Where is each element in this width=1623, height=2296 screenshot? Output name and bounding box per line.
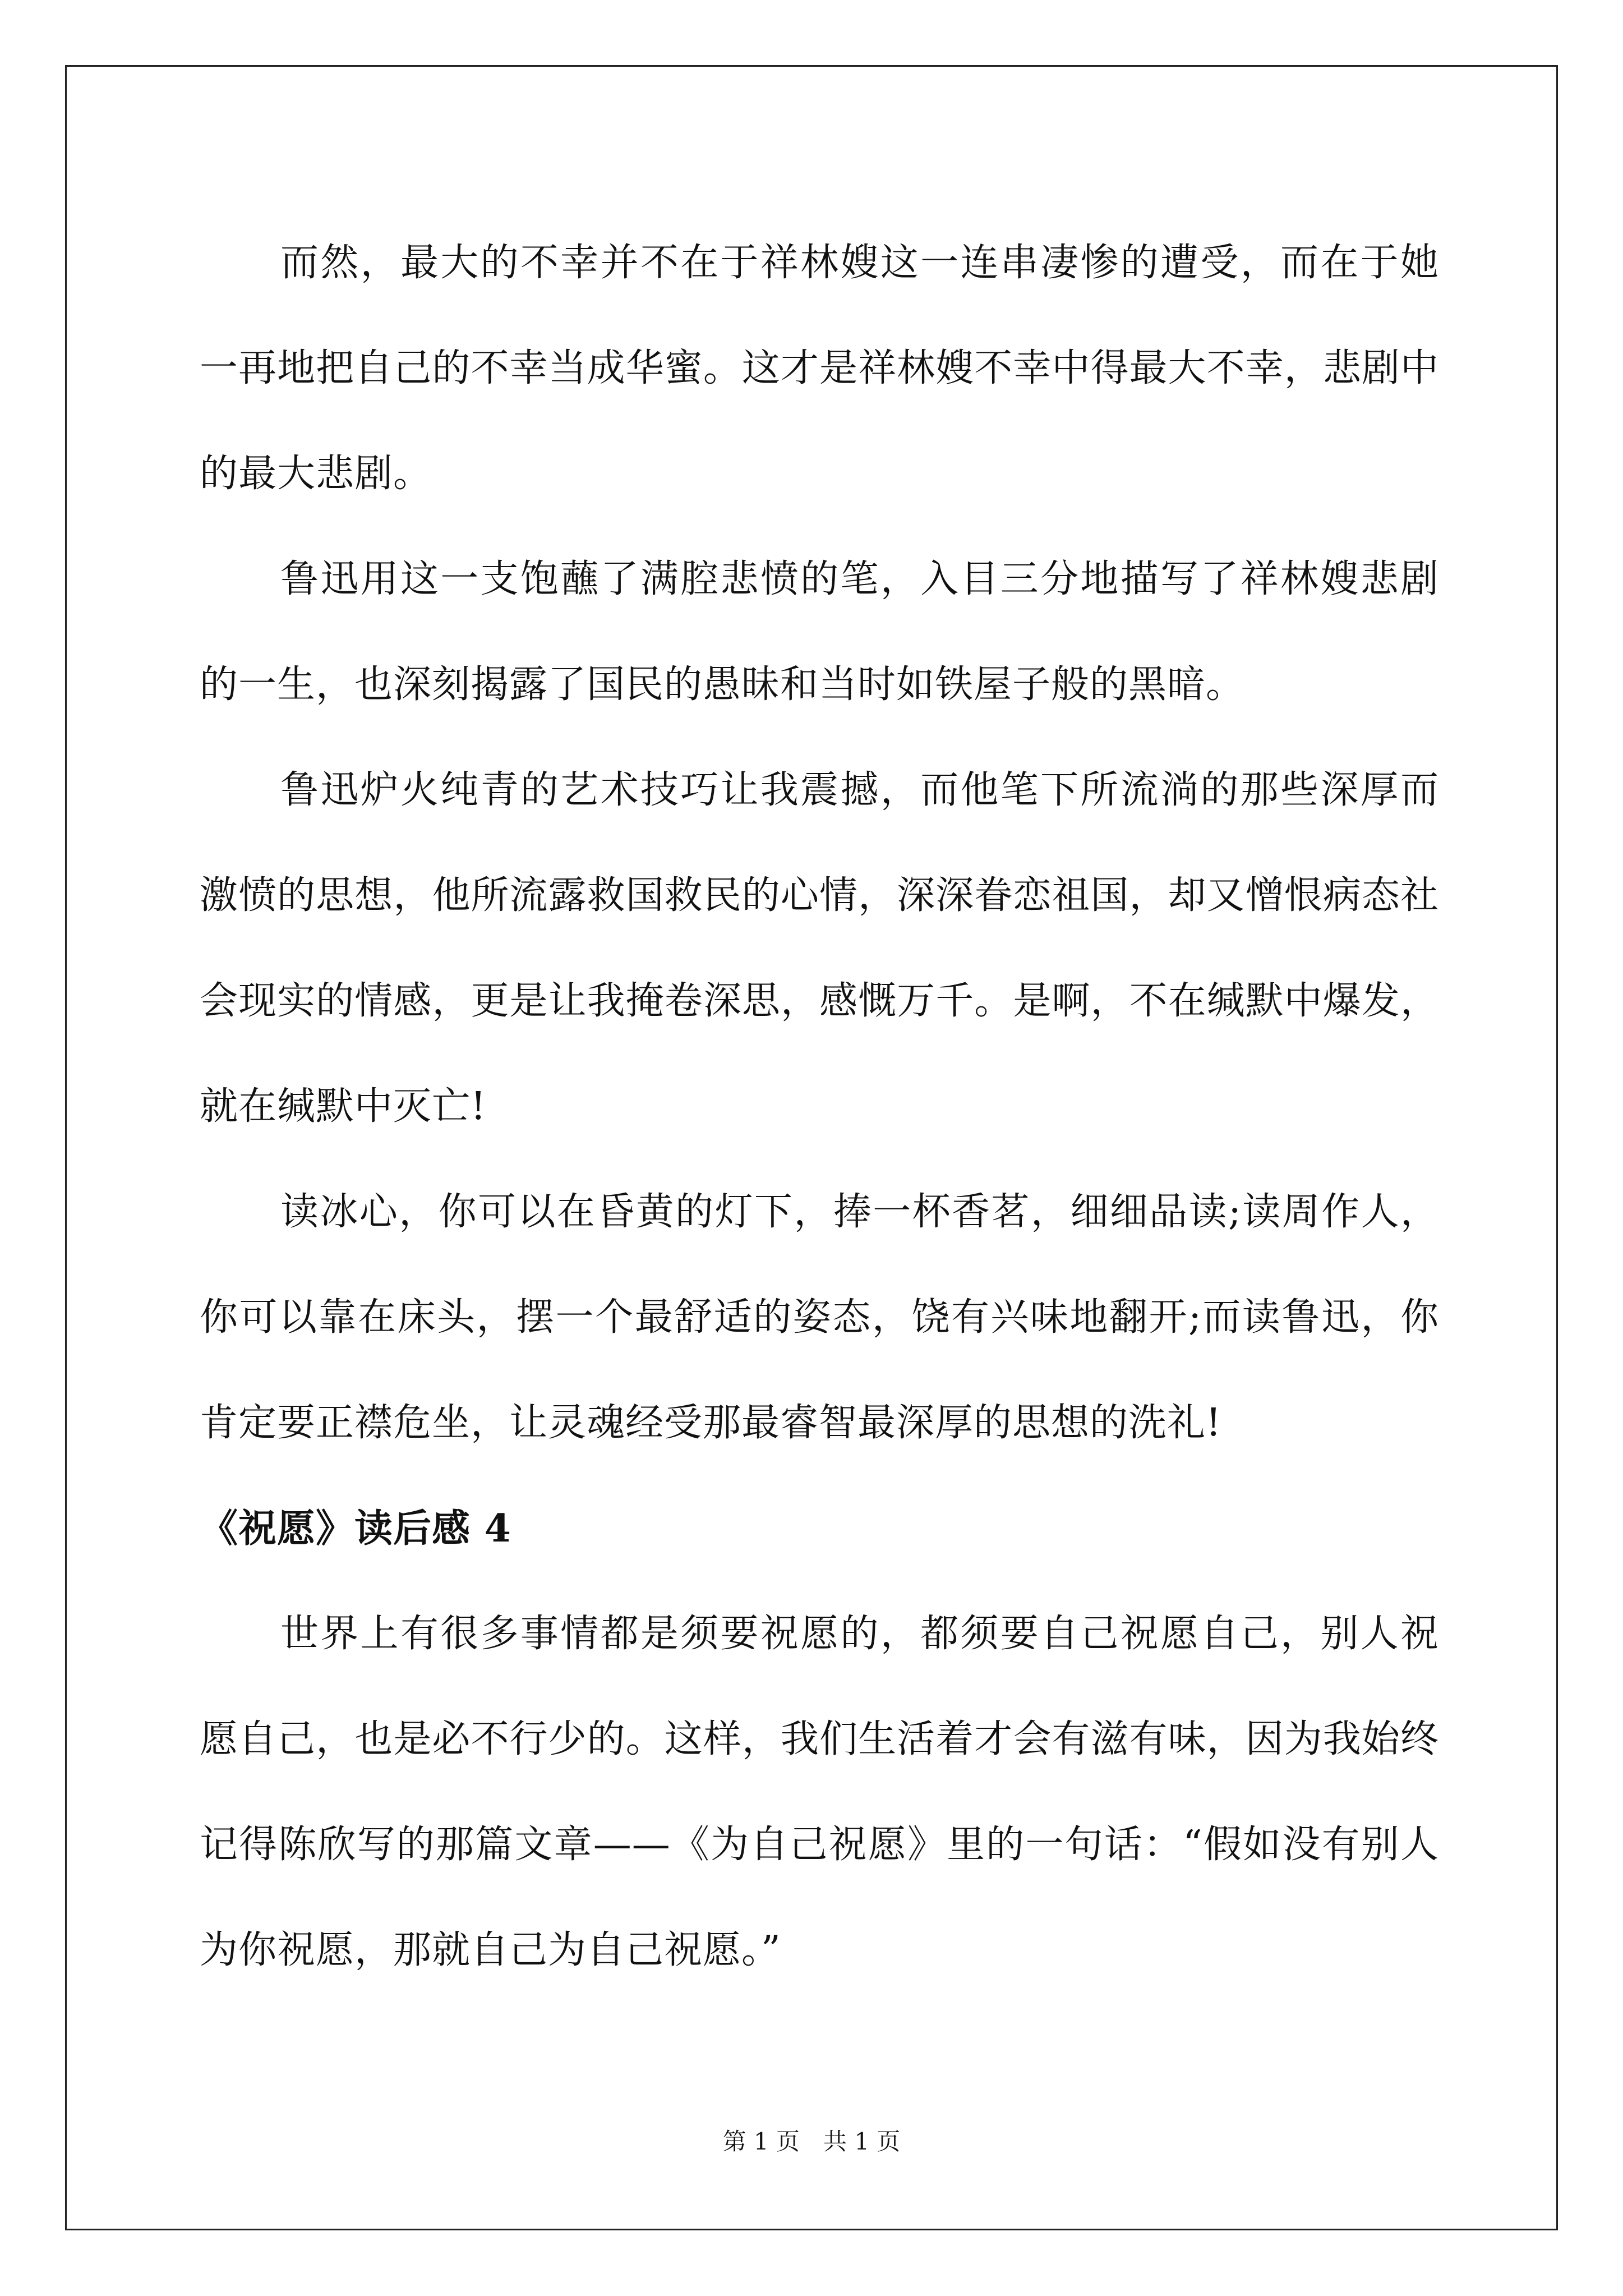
paragraph: 鲁迅用这一支饱蘸了满腔悲愤的笔，入目三分地描写了祥林嫂悲剧的一生，也深刻揭露了国民的愚昧和当时如铁屋子般的黑暗。	[200, 557, 1439, 707]
section-heading: 《祝愿》读后感 4	[200, 1506, 511, 1551]
document-body	[200, 210, 1439, 2003]
paragraph: 而然，最大的不幸并不在于祥林嫂这一连串凄惨的遭受，而在于她一再地把自己的不幸当成华蜜。这才是祥林嫂不幸中得最大不幸，悲剧中的最大悲剧。	[200, 241, 1439, 496]
paragraph: 读冰心，你可以在昏黄的灯下，捧一杯香茗，细细品读;读周作人，你可以靠在床头，摆一个最舒适的姿态，饶有兴味地翻开;而读鲁迅，你肯定要正襟危坐，让灵魂经受那最睿智最深厚的思想的洗礼!	[200, 1190, 1439, 1445]
page-footer: 第 1 页 共 1 页	[722, 2128, 901, 2155]
paragraph: 世界上有很多事情都是须要祝愿的，都须要自己祝愿自己，别人祝愿自己，也是必不行少的。这样，我们生活着才会有滋有味，因为我始终记得陈欣写的那篇文章——《为自己祝愿》里的一句话：“假如没有别人为你祝愿，那就自己为自己祝愿。”	[200, 1612, 1439, 1972]
paragraph: 鲁迅炉火纯青的艺术技巧让我震撼，而他笔下所流淌的那些深厚而激愤的思想，他所流露救国救民的心情，深深眷恋祖国，却又憎恨病态社会现实的情感，更是让我掩卷深思，感慨万千。是啊，不在缄默中爆发，就在缄默中灭亡!	[200, 768, 1439, 1129]
